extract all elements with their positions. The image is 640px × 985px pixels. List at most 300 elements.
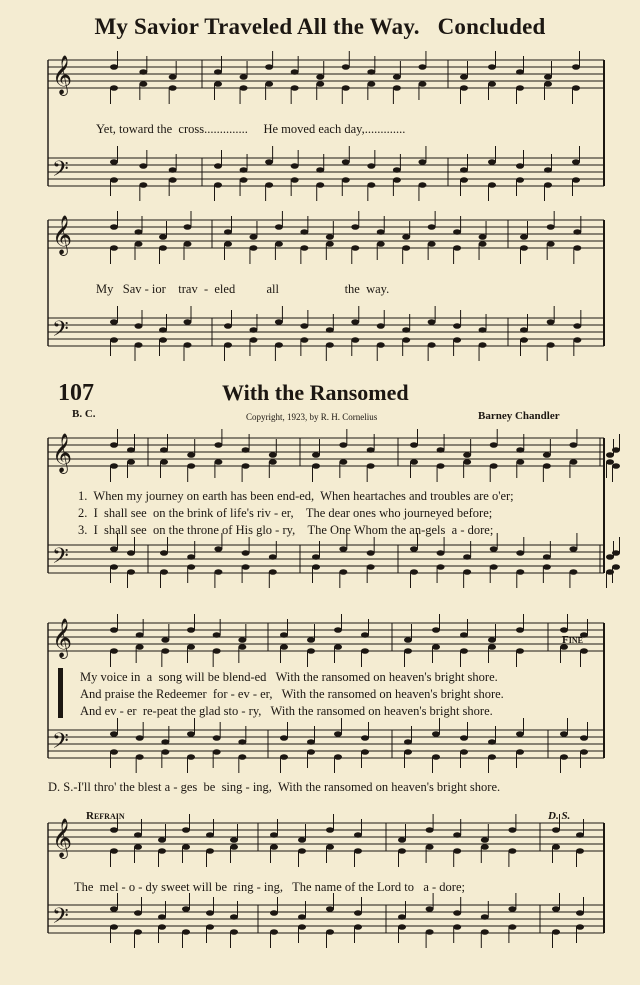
hymn1-lyrics-line2: My Sav - ior trav - eled all the way. bbox=[96, 282, 390, 296]
note-head bbox=[334, 644, 342, 650]
verse-3-cont: And ev - er re-peat the glad sto - ry, With the ransomed on heaven's bright shore. bbox=[80, 704, 493, 718]
note-head bbox=[280, 644, 288, 650]
note-head bbox=[139, 182, 147, 188]
note-head bbox=[453, 229, 461, 235]
note-head bbox=[158, 914, 166, 920]
note-head bbox=[230, 929, 238, 935]
note-head bbox=[110, 564, 118, 570]
note-head bbox=[307, 739, 315, 745]
note-head bbox=[361, 632, 369, 638]
note-head bbox=[187, 452, 195, 458]
note-head bbox=[214, 459, 222, 465]
note-head bbox=[410, 442, 418, 448]
note-head bbox=[187, 731, 195, 737]
note-head bbox=[224, 229, 232, 235]
note-head bbox=[127, 550, 135, 556]
note-head bbox=[508, 848, 516, 854]
note-head bbox=[240, 85, 248, 91]
note-head bbox=[110, 319, 118, 325]
note-head bbox=[516, 569, 524, 575]
note-head bbox=[569, 442, 577, 448]
note-head bbox=[134, 832, 142, 838]
note-head bbox=[479, 342, 487, 348]
note-head bbox=[488, 64, 496, 70]
note-head bbox=[242, 564, 250, 570]
note-head bbox=[453, 323, 461, 329]
note-head bbox=[410, 459, 418, 465]
note-head bbox=[224, 241, 232, 247]
note-head bbox=[139, 163, 147, 169]
note-head bbox=[367, 447, 375, 453]
verse-2-line: 2. I shall see on the brink of life's riv - er, The dear ones who journeyed before; bbox=[78, 506, 493, 520]
note-head bbox=[110, 442, 118, 448]
note-head bbox=[398, 848, 406, 854]
bass-clef-icon: 𝄢 bbox=[52, 544, 69, 574]
note-head bbox=[230, 914, 238, 920]
note-head bbox=[110, 64, 118, 70]
note-head bbox=[214, 569, 222, 575]
note-head bbox=[135, 229, 143, 235]
note-head bbox=[460, 85, 468, 91]
note-head bbox=[160, 459, 168, 465]
note-head bbox=[159, 245, 167, 251]
note-head bbox=[361, 648, 369, 654]
note-head bbox=[242, 550, 250, 556]
note-head bbox=[214, 81, 222, 87]
note-head bbox=[298, 848, 306, 854]
verse-2-cont: And praise the Redeemer for - ev - er, With the ransomed on heaven's bright shore. bbox=[80, 687, 504, 701]
note-head bbox=[110, 627, 118, 633]
note-head bbox=[312, 463, 320, 469]
note-head bbox=[110, 749, 118, 755]
note-head bbox=[516, 459, 524, 465]
hymn1-title-line bbox=[0, 14, 640, 40]
note-head bbox=[240, 167, 248, 173]
note-head bbox=[265, 159, 273, 165]
note-head bbox=[110, 848, 118, 854]
note-head bbox=[361, 735, 369, 741]
copyright-notice: Copyright, 1923, by R. H. Cornelius bbox=[246, 412, 378, 422]
note-head bbox=[569, 569, 577, 575]
note-head bbox=[249, 234, 257, 240]
note-head bbox=[307, 637, 315, 643]
note-head bbox=[270, 929, 278, 935]
note-head bbox=[576, 848, 584, 854]
note-head bbox=[552, 844, 560, 850]
note-head bbox=[326, 327, 334, 333]
note-head bbox=[158, 848, 166, 854]
note-head bbox=[316, 182, 324, 188]
note-head bbox=[437, 447, 445, 453]
note-head bbox=[460, 749, 468, 755]
note-head bbox=[316, 167, 324, 173]
note-head bbox=[543, 463, 551, 469]
note-head bbox=[110, 546, 118, 552]
note-head bbox=[184, 224, 192, 230]
note-head bbox=[169, 167, 177, 173]
note-head bbox=[508, 906, 516, 912]
note-head bbox=[161, 739, 169, 745]
note-head bbox=[134, 929, 142, 935]
note-head bbox=[460, 648, 468, 654]
note-head bbox=[291, 69, 299, 75]
note-head bbox=[460, 735, 468, 741]
note-head bbox=[160, 550, 168, 556]
note-head bbox=[316, 81, 324, 87]
note-head bbox=[249, 337, 257, 343]
note-head bbox=[269, 459, 277, 465]
treble-clef-icon: 𝄞 bbox=[52, 55, 73, 95]
note-head bbox=[367, 163, 375, 169]
note-head bbox=[516, 627, 524, 633]
note-head bbox=[354, 910, 362, 916]
hymn-number: 107 bbox=[58, 380, 94, 406]
note-head bbox=[488, 637, 496, 643]
note-head bbox=[580, 749, 588, 755]
note-head bbox=[547, 342, 555, 348]
note-head bbox=[230, 837, 238, 843]
note-head bbox=[612, 564, 620, 570]
note-head bbox=[552, 929, 560, 935]
note-head bbox=[240, 74, 248, 80]
note-head bbox=[377, 323, 385, 329]
note-head bbox=[326, 929, 334, 935]
note-head bbox=[398, 914, 406, 920]
note-head bbox=[342, 64, 350, 70]
note-head bbox=[606, 569, 614, 575]
note-head bbox=[393, 177, 401, 183]
note-head bbox=[367, 182, 375, 188]
note-head bbox=[339, 459, 347, 465]
note-head bbox=[520, 327, 528, 333]
note-head bbox=[572, 64, 580, 70]
note-head bbox=[351, 224, 359, 230]
note-head bbox=[110, 85, 118, 91]
note-head bbox=[238, 754, 246, 760]
note-head bbox=[184, 342, 192, 348]
note-head bbox=[418, 159, 426, 165]
note-head bbox=[573, 229, 581, 235]
note-head bbox=[110, 906, 118, 912]
note-head bbox=[214, 546, 222, 552]
note-head bbox=[453, 832, 461, 838]
note-head bbox=[214, 182, 222, 188]
note-head bbox=[312, 554, 320, 560]
note-head bbox=[127, 569, 135, 575]
note-head bbox=[437, 564, 445, 570]
note-head bbox=[404, 739, 412, 745]
note-head bbox=[402, 234, 410, 240]
note-head bbox=[426, 827, 434, 833]
treble-clef-icon: 𝄞 bbox=[52, 618, 73, 658]
note-head bbox=[544, 182, 552, 188]
note-head bbox=[139, 69, 147, 75]
note-head bbox=[160, 569, 168, 575]
note-head bbox=[224, 342, 232, 348]
note-head bbox=[543, 452, 551, 458]
note-head bbox=[339, 569, 347, 575]
note-head bbox=[488, 644, 496, 650]
fine-marker: Fine bbox=[562, 634, 583, 646]
note-head bbox=[428, 241, 436, 247]
note-head bbox=[367, 81, 375, 87]
note-head bbox=[398, 837, 406, 843]
verse-3-line: 3. I shall see on the throne of His glo - ry, The One Whom the an-gels a - dore; bbox=[78, 523, 494, 537]
note-head bbox=[187, 554, 195, 560]
note-head bbox=[275, 224, 283, 230]
note-head bbox=[516, 163, 524, 169]
note-head bbox=[576, 910, 584, 916]
note-head bbox=[182, 844, 190, 850]
note-head bbox=[110, 463, 118, 469]
note-head bbox=[134, 844, 142, 850]
note-head bbox=[342, 85, 350, 91]
note-head bbox=[249, 245, 257, 251]
note-head bbox=[265, 81, 273, 87]
note-head bbox=[432, 644, 440, 650]
note-head bbox=[300, 245, 308, 251]
note-head bbox=[269, 554, 277, 560]
note-head bbox=[298, 837, 306, 843]
note-head bbox=[460, 177, 468, 183]
note-head bbox=[460, 167, 468, 173]
note-head bbox=[490, 463, 498, 469]
note-head bbox=[351, 319, 359, 325]
note-head bbox=[291, 163, 299, 169]
note-head bbox=[544, 74, 552, 80]
note-head bbox=[326, 906, 334, 912]
note-head bbox=[351, 337, 359, 343]
note-head bbox=[552, 906, 560, 912]
note-head bbox=[573, 245, 581, 251]
note-head bbox=[206, 848, 214, 854]
note-head bbox=[110, 245, 118, 251]
note-head bbox=[453, 910, 461, 916]
note-head bbox=[326, 342, 334, 348]
note-head bbox=[402, 327, 410, 333]
refrain-lyrics: The mel - o - dy sweet will be ring - ing, The name of the Lord to a - dore; bbox=[74, 880, 465, 894]
note-head bbox=[110, 924, 118, 930]
note-head bbox=[463, 459, 471, 465]
note-head bbox=[543, 554, 551, 560]
note-head bbox=[213, 648, 221, 654]
note-head bbox=[182, 929, 190, 935]
note-head bbox=[418, 81, 426, 87]
note-head bbox=[307, 749, 315, 755]
note-head bbox=[224, 323, 232, 329]
note-head bbox=[136, 754, 144, 760]
note-head bbox=[572, 177, 580, 183]
note-head bbox=[214, 442, 222, 448]
note-head bbox=[404, 749, 412, 755]
note-head bbox=[326, 234, 334, 240]
note-head bbox=[110, 827, 118, 833]
note-head bbox=[298, 924, 306, 930]
note-head bbox=[158, 837, 166, 843]
note-head bbox=[316, 74, 324, 80]
note-head bbox=[560, 754, 568, 760]
note-head bbox=[213, 735, 221, 741]
note-head bbox=[418, 182, 426, 188]
note-head bbox=[398, 924, 406, 930]
note-head bbox=[134, 910, 142, 916]
hymn1-title: My Savior Traveled All the Way. bbox=[94, 14, 420, 39]
note-head bbox=[161, 749, 169, 755]
note-head bbox=[334, 731, 342, 737]
note-head bbox=[432, 731, 440, 737]
note-head bbox=[136, 632, 144, 638]
note-head bbox=[418, 64, 426, 70]
note-head bbox=[159, 234, 167, 240]
note-head bbox=[206, 924, 214, 930]
note-head bbox=[184, 319, 192, 325]
ds-marker: D. S. bbox=[548, 810, 571, 822]
verse-1-line: 1. When my journey on earth has been end-ed, When heartaches and troubles are o'er; bbox=[78, 489, 514, 503]
note-head bbox=[275, 241, 283, 247]
note-head bbox=[187, 644, 195, 650]
note-head bbox=[110, 177, 118, 183]
note-head bbox=[280, 754, 288, 760]
note-head bbox=[547, 224, 555, 230]
note-head bbox=[238, 637, 246, 643]
note-head bbox=[265, 64, 273, 70]
note-head bbox=[351, 245, 359, 251]
note-head bbox=[572, 159, 580, 165]
note-head bbox=[516, 177, 524, 183]
note-head bbox=[110, 648, 118, 654]
note-head bbox=[576, 924, 584, 930]
note-head bbox=[367, 550, 375, 556]
note-head bbox=[490, 442, 498, 448]
note-head bbox=[543, 564, 551, 570]
note-head bbox=[516, 749, 524, 755]
note-head bbox=[377, 241, 385, 247]
hymn1-lyrics-line1: Yet, toward the cross.............. He moved each day,............. bbox=[96, 122, 406, 136]
note-head bbox=[361, 749, 369, 755]
note-head bbox=[426, 906, 434, 912]
note-head bbox=[432, 754, 440, 760]
note-head bbox=[488, 182, 496, 188]
note-head bbox=[516, 69, 524, 75]
note-head bbox=[437, 463, 445, 469]
note-head bbox=[516, 648, 524, 654]
note-head bbox=[169, 85, 177, 91]
note-head bbox=[481, 914, 489, 920]
note-head bbox=[300, 229, 308, 235]
note-head bbox=[342, 177, 350, 183]
bass-clef-icon: 𝄢 bbox=[52, 157, 69, 187]
note-head bbox=[481, 929, 489, 935]
note-head bbox=[393, 167, 401, 173]
note-head bbox=[159, 337, 167, 343]
note-head bbox=[334, 627, 342, 633]
note-head bbox=[270, 844, 278, 850]
lyricist-initials: B. C. bbox=[72, 408, 96, 420]
verse-1-cont: My voice in a song will be blend-ed With the ransomed on heaven's bright shore. bbox=[80, 670, 498, 684]
note-head bbox=[135, 241, 143, 247]
note-head bbox=[312, 452, 320, 458]
note-head bbox=[300, 323, 308, 329]
note-head bbox=[187, 754, 195, 760]
note-head bbox=[135, 323, 143, 329]
note-head bbox=[547, 241, 555, 247]
note-head bbox=[393, 74, 401, 80]
note-head bbox=[453, 245, 461, 251]
verse-bracket bbox=[58, 668, 63, 718]
note-head bbox=[488, 159, 496, 165]
note-head bbox=[110, 224, 118, 230]
note-head bbox=[569, 546, 577, 552]
note-head bbox=[516, 85, 524, 91]
note-head bbox=[572, 85, 580, 91]
note-head bbox=[544, 167, 552, 173]
note-head bbox=[508, 827, 516, 833]
note-head bbox=[481, 844, 489, 850]
note-head bbox=[576, 832, 584, 838]
note-head bbox=[110, 731, 118, 737]
note-head bbox=[307, 648, 315, 654]
note-head bbox=[275, 319, 283, 325]
note-head bbox=[214, 163, 222, 169]
note-head bbox=[159, 327, 167, 333]
note-head bbox=[402, 245, 410, 251]
note-head bbox=[300, 337, 308, 343]
note-head bbox=[453, 848, 461, 854]
note-head bbox=[206, 910, 214, 916]
note-head bbox=[428, 319, 436, 325]
note-head bbox=[428, 342, 436, 348]
note-head bbox=[569, 459, 577, 465]
note-head bbox=[488, 81, 496, 87]
note-head bbox=[270, 832, 278, 838]
note-head bbox=[136, 644, 144, 650]
treble-clef-icon: 𝄞 bbox=[52, 215, 73, 255]
note-head bbox=[367, 69, 375, 75]
note-head bbox=[291, 85, 299, 91]
note-head bbox=[612, 463, 620, 469]
note-head bbox=[404, 637, 412, 643]
note-head bbox=[230, 844, 238, 850]
note-head bbox=[136, 735, 144, 741]
note-head bbox=[326, 827, 334, 833]
note-head bbox=[552, 827, 560, 833]
note-head bbox=[339, 546, 347, 552]
note-head bbox=[410, 569, 418, 575]
note-head bbox=[275, 342, 283, 348]
note-head bbox=[432, 627, 440, 633]
note-head bbox=[547, 319, 555, 325]
note-head bbox=[182, 906, 190, 912]
note-head bbox=[560, 731, 568, 737]
note-head bbox=[516, 550, 524, 556]
note-head bbox=[206, 832, 214, 838]
note-head bbox=[560, 627, 568, 633]
bass-clef-icon: 𝄢 bbox=[52, 317, 69, 347]
bass-clef-icon: 𝄢 bbox=[52, 729, 69, 759]
hymn2-title: With the Ransomed bbox=[222, 380, 409, 405]
note-head bbox=[312, 564, 320, 570]
note-head bbox=[460, 632, 468, 638]
note-head bbox=[520, 234, 528, 240]
note-head bbox=[402, 337, 410, 343]
note-head bbox=[160, 447, 168, 453]
note-head bbox=[214, 69, 222, 75]
note-head bbox=[367, 463, 375, 469]
note-head bbox=[238, 739, 246, 745]
note-head bbox=[453, 924, 461, 930]
note-head bbox=[488, 739, 496, 745]
note-head bbox=[110, 159, 118, 165]
